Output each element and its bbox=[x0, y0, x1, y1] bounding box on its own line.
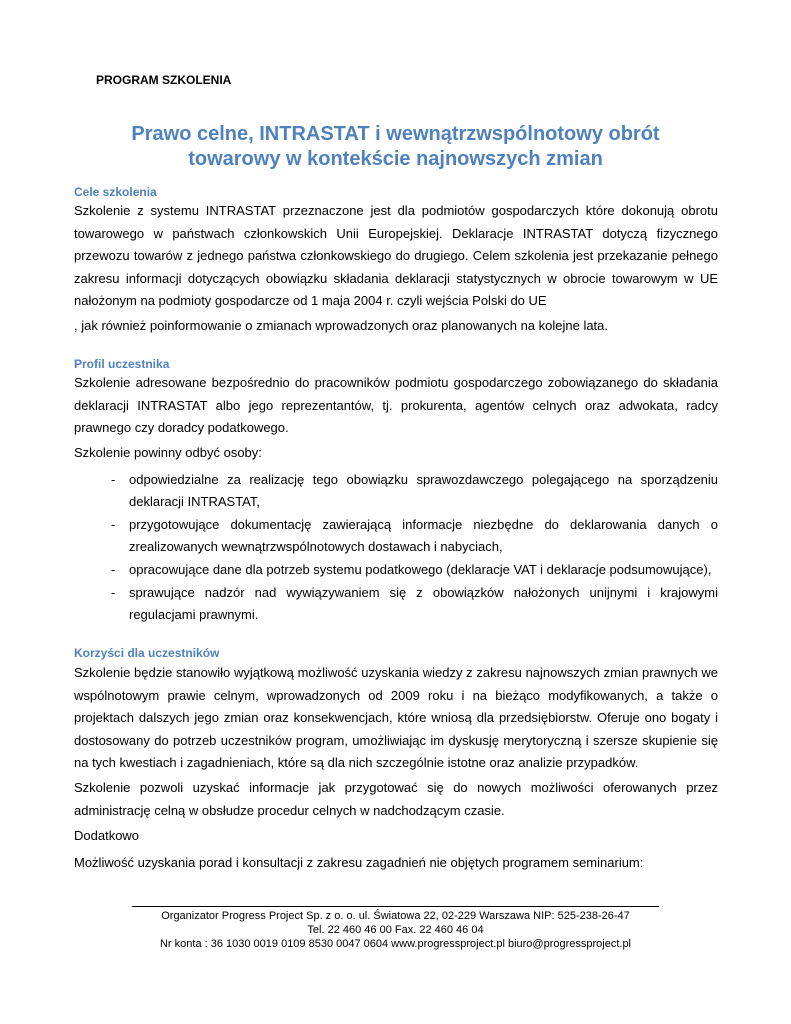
cele-continuation: , jak również poinformowanie o zmianach wprowadzonych oraz planowanych na kolejne lata. bbox=[74, 318, 609, 333]
dash-bullet: - bbox=[111, 517, 116, 532]
list-item: - odpowiedzialne za realizację tego obowiązku sprawozdawczego polegającego na sporządzeniu deklaracji INTRASTAT, bbox=[111, 469, 718, 513]
list-item: - przygotowujące dokumentację zawierającą informacje niezbędne do deklarowania danych o zrealizowanych wewnątrzwspólnotowych dostawach i nabyciach, bbox=[111, 514, 718, 558]
list-item: - sprawujące nadzór nad wywiązywaniem się z obowiązków nałożonych unijnymi i krajowymi regulacjami prawnymi. bbox=[111, 582, 718, 626]
section-heading-cele: Cele szkolenia bbox=[74, 185, 157, 199]
cele-body: Szkolenie z systemu INTRASTAT przeznaczone jest dla podmiotów gospodarczych które dokonują obrotu towarowego w państwach członkowskich Unii Europejskiej. Deklaracje INTRASTAT dotyczą fizycznego przewozu towarów z jednego państwa członkowskiego do drugiego. Celem szkolenia jest przekazanie pełnego zakresu informacji dotyczących obowiązku składania deklaracji statystycznych w obrocie towarowym w UE nałożonym na podmioty gospodarcze od 1 maja 2004 r. czyli wejścia Polski do UE bbox=[74, 203, 718, 308]
footer-phone: Tel. 22 460 46 00 Fax. 22 460 46 04 bbox=[307, 924, 484, 936]
footer-account: Nr konta : 36 1030 0019 0109 8530 0047 0604 www.progressproject.pl biuro@progressproject.pl bbox=[159, 938, 632, 950]
dash-bullet: - bbox=[111, 472, 116, 487]
dodatkowo-label: Dodatkowo bbox=[74, 828, 140, 843]
footer-organizer: Organizator Progress Project Sp. z o. o. ul. Światowa 22, 02-229 Warszawa NIP: 525-238-26-47 bbox=[161, 910, 630, 922]
list-item: - opracowujące dane dla potrzeb systemu podatkowego (deklaracje VAT i deklaracje podsumowujące), bbox=[111, 559, 718, 581]
section-heading-korzysci: Korzyści dla uczestników bbox=[74, 646, 220, 660]
title-line-1: Prawo celne, INTRASTAT i wewnątrzwspólnotowy obrót bbox=[131, 123, 660, 145]
dash-bullet: - bbox=[111, 585, 116, 600]
profil-intro: Szkolenie powinny odbyć osoby: bbox=[74, 445, 262, 460]
korzysci-body-1: Szkolenie będzie stanowiło wyjątkową możliwość uzyskania wiedzy z zakresu najnowszych zmian prawnych we wspólnotowym prawie celnym, wprowadzonych od 2009 roku i na bieżąco modyfikowanych, a także o projektach dalszych jego zmian oraz konsekwencjach, które wniosą dla przedsiębiorstw. Oferuje ono bogaty i dostosowany do potrzeb uczestników program, umożliwiając im dyskusję merytoryczną i szersze skupienie się na tych kwestiach i zagadnieniach, które są dla nich szczególnie istotne oraz analizie przypadków. bbox=[74, 665, 718, 770]
page-footer bbox=[132, 906, 659, 951]
program-label: PROGRAM SZKOLENIA bbox=[96, 73, 232, 87]
dash-bullet: - bbox=[111, 562, 116, 577]
profil-body: Szkolenie adresowane bezpośrednio do pracowników podmiotu gospodarczego zobowiązanego do składania deklaracji INTRASTAT albo jego reprezentantów, tj. prokurenta, agentów celnych oraz adwokata, radcy prawnego czy doradcy podatkowego. bbox=[74, 375, 718, 435]
dodatkowo-body: Możliwość uzyskania porad i konsultacji z zakresu zagadnień nie objętych programem seminarium: bbox=[74, 855, 644, 870]
korzysci-body-2: Szkolenie pozwoli uzyskać informacje jak przygotować się do nowych możliwości oferowanych przez administrację celną w obsłudze procedur celnych w nadchodzącym czasie. bbox=[74, 780, 718, 818]
section-heading-profil: Profil uczestnika bbox=[74, 357, 170, 371]
profil-bullet-list bbox=[111, 469, 718, 627]
title-line-2: towarowy w kontekście najnowszych zmian bbox=[188, 148, 603, 170]
page-title bbox=[74, 122, 717, 172]
